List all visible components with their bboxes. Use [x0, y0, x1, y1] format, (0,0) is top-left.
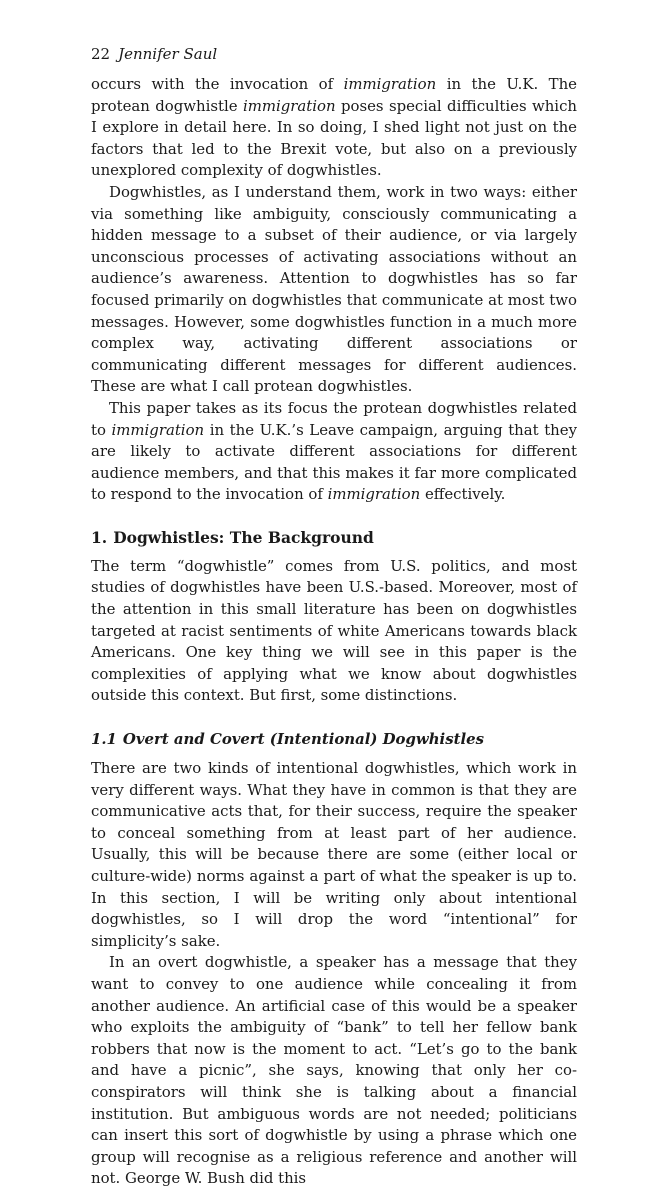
section-number: 1.	[91, 527, 108, 547]
running-head-author: Jennifer Saul	[118, 45, 218, 63]
section-heading-1	[91, 528, 577, 548]
subsection-title: Overt and Covert (Intentional) Dogwhistles	[122, 730, 484, 749]
paragraph-intro-3: This paper takes as its focus the protean dogwhistles related to immigration in the U.K.’s Leave campaign, arguing that they are likely to activate different associations for different audience members, and that this makes it far more complicated to respond to the invocation of immigration effectively.	[91, 398, 577, 504]
section-title: Dogwhistles: The Background	[113, 527, 374, 547]
paragraph-subsection-1: There are two kinds of intentional dogwhistles, which work in very different ways. What they have in common is that they are communicative acts that, for their success, require the speaker to conceal something from at least part of her audience. Usually, this will be because there are some (either local or culture-wide) norms against a part of what the speaker is up to. In this section, I will be writing only about intentional dogwhistles, so I will drop the word “intentional” for simplicity’s sake.	[91, 759, 577, 950]
subsection-number: 1.1	[91, 730, 117, 749]
book-page	[91, 44, 577, 1190]
paragraph-section1-1: The term “dogwhistle” comes from U.S. politics, and most studies of dogwhistles have been U.S.-based. Moreover, most of the attention in this small literature has been on dogwhistles targeted at racist sentiments of white Americans towards black Americans. One key thing we will see in this paper is the complexities of applying what we know about dogwhistles outside this context. But first, some distinctions.	[91, 556, 577, 705]
paragraph-intro-2: Dogwhistles, as I understand them, work in two ways: either via something like ambiguity, consciously communicating a hidden message to a subset of their audience, or via largely unconscious processes of activating associations without an audience’s awareness. Attention to dogwhistles has so far focused primarily on dogwhistles that communicate at most two messages. However, some dogwhistles function in a much more complex way, activating different associations or communicating different messages for different audiences. These are what I call protean dogwhistles.	[91, 182, 577, 396]
paragraph-subsection-2: In an overt dogwhistle, a speaker has a message that they want to convey to one audience while concealing it from another audience. An artificial case of this would be a speaker who exploits the ambiguity of “bank” to tell her fellow bank robbers that now is the moment to act. “Let’s go to the bank and have a picnic”, she says, knowing that only her co-conspirators will think she is talking about a financial institution. But ambiguous words are not needed; politicians can insert this sort of dogwhistle by using a phrase which one group will recognise as a religious reference and another will not. George W. Bush did this	[91, 953, 577, 1188]
page-number: 22	[91, 45, 111, 63]
paragraph-intro-1: occurs with the invocation of immigration in the U.K. The protean dogwhistle immigration poses special difficulties which I explore in detail here. In so doing, I shed light not just on the factors that led to the Brexit vote, but also on a previously unexplored complexity of dogwhistles.	[91, 75, 577, 180]
subsection-heading-1-1	[91, 729, 577, 749]
running-head	[91, 44, 577, 64]
